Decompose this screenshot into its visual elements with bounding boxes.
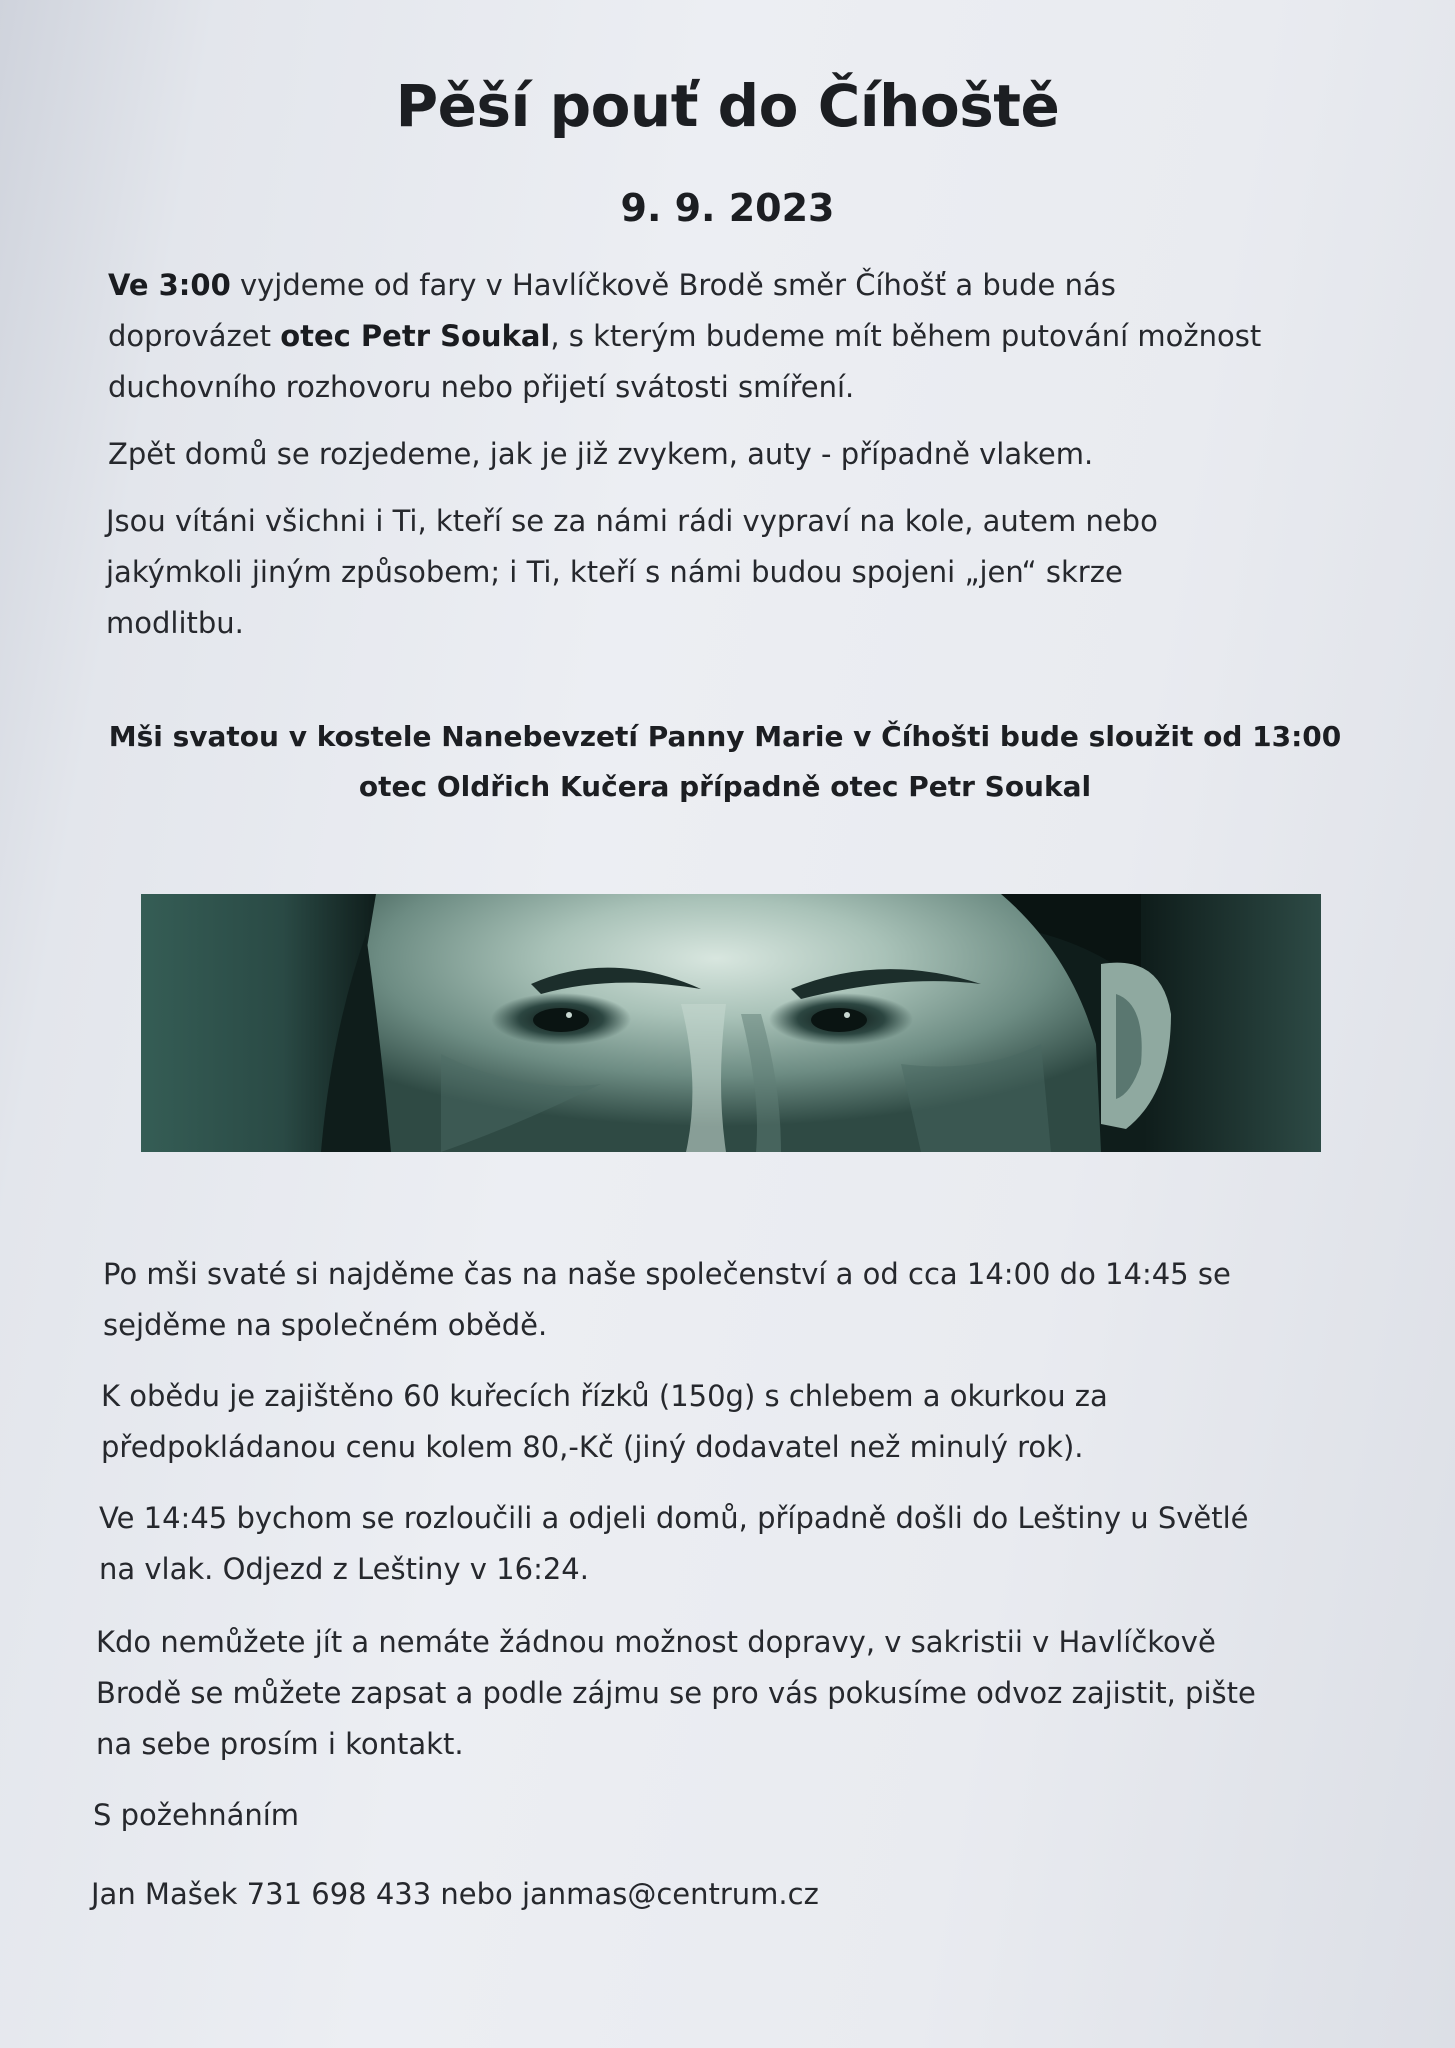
intro-paragraph xyxy=(108,260,1261,413)
lunch-line-1: K obědu je zajištěno 60 kuřecích řízků (150g) s chlebem a okurkou za xyxy=(101,1379,1108,1413)
portrait-photo xyxy=(141,894,1321,1152)
event-date: 9. 9. 2023 xyxy=(620,186,835,230)
intro-line-1 xyxy=(108,260,1261,311)
intro-line-1-text: vyjdeme od fary v Havlíčkově Brodě směr Číhošť a bude nás xyxy=(230,268,1116,302)
transport-line-3: na sebe prosím i kontakt. xyxy=(96,1727,464,1761)
priest-name: otec Petr Soukal xyxy=(280,319,551,353)
mass-line-1: Mši svatou v kostele Nanebevzetí Panny Marie v Číhošti bude sloužit od 13:00 xyxy=(108,720,1342,753)
welcome-line-2: jakýmkoli jiným způsobem; i Ti, kteří s námi budou spojeni „jen“ skrze xyxy=(106,555,1123,589)
lunch-paragraph xyxy=(101,1371,1108,1473)
departure-line-1: Ve 14:45 bychom se rozloučili a odjeli domů, případně došli do Leštiny u Světlé xyxy=(99,1501,1249,1535)
transport-line-1: Kdo nemůžete jít a nemáte žádnou možnost dopravy, v sakristii v Havlíčkově xyxy=(96,1625,1216,1659)
intro-line-2-rest: , s kterým budeme mít během putování možnost xyxy=(550,319,1262,353)
flyer-title: Pěší pouť do Číhoště xyxy=(395,72,1060,140)
welcome-line-1: Jsou vítáni všichni i Ti, kteří se za námi rádi vypraví na kole, autem nebo xyxy=(106,504,1158,538)
after-mass-line-1: Po mši svaté si najděme čas na naše společenství a od cca 14:00 do 14:45 se xyxy=(103,1257,1231,1291)
contact-info: Jan Mašek 731 698 433 nebo janmas@centrum.cz xyxy=(91,1877,819,1911)
start-time: Ve 3:00 xyxy=(108,268,231,302)
transport-line-2: Brodě se můžete zapsat a podle zájmu se pro vás pokusíme odvoz zajistit, pište xyxy=(96,1676,1256,1710)
return-paragraph: Zpět domů se rozjedeme, jak je již zvykem, auty - případně vlakem. xyxy=(108,437,1094,471)
intro-line-2 xyxy=(108,311,1261,362)
after-mass-line-2: sejděme na společném obědě. xyxy=(103,1308,548,1342)
welcome-paragraph xyxy=(106,496,1158,649)
transport-paragraph xyxy=(96,1617,1256,1770)
blessing-closing: S požehnáním xyxy=(93,1798,300,1832)
welcome-line-3: modlitbu. xyxy=(106,606,244,640)
after-mass-paragraph xyxy=(103,1249,1231,1351)
departure-line-2: na vlak. Odjezd z Leštiny v 16:24. xyxy=(99,1552,589,1586)
intro-line-2-pre: doprovázet xyxy=(108,319,281,353)
mass-line-2: otec Oldřich Kučera případně otec Petr Soukal xyxy=(358,770,1092,803)
mass-announcement xyxy=(80,712,1370,812)
intro-line-3: duchovního rozhovoru nebo přijetí svátosti smíření. xyxy=(108,370,855,404)
departure-paragraph xyxy=(99,1493,1249,1595)
portrait-image xyxy=(141,894,1321,1152)
lunch-line-2: předpokládanou cenu kolem 80,-Kč (jiný dodavatel než minulý rok). xyxy=(101,1430,1084,1464)
